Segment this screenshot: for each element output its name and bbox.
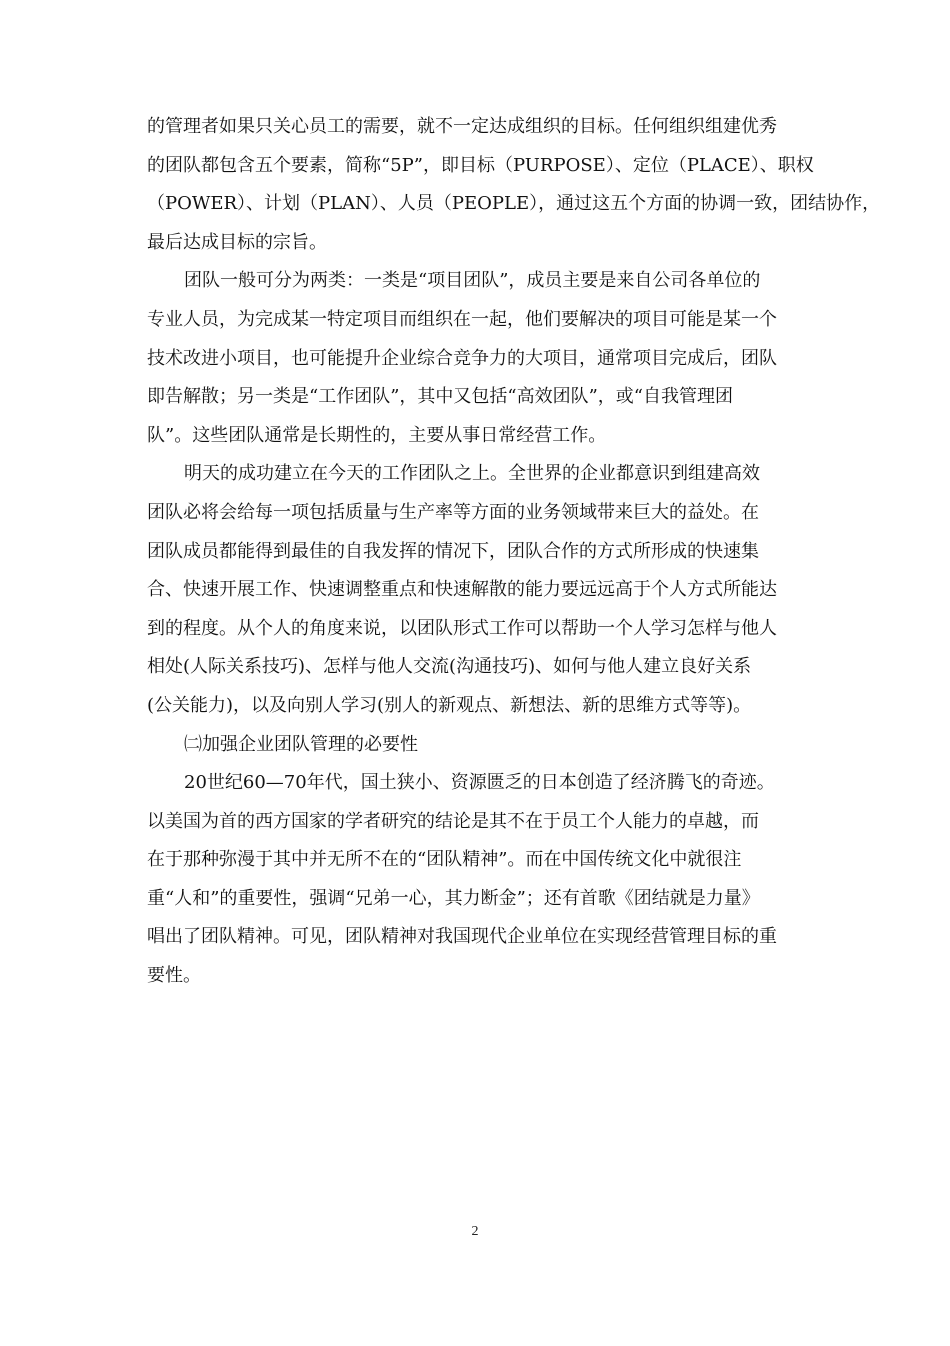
text-line: 的管理者如果只关心员工的需要，就不一定达成组织的目标。任何组织组建优秀 <box>147 116 777 137</box>
text-line: 在于那种弥漫于其中并无所不在的“团队精神”。而在中国传统文化中就很注 <box>147 849 742 871</box>
text-line: 重“人和”的重要性，强调“兄弟一心，其力断金”；还有首歌《团结就是力量》 <box>147 887 760 909</box>
text-line: 到的程度。从个人的角度来说，以团队形式工作可以帮助一个人学习怎样与他人 <box>147 617 777 639</box>
section-heading: ㈡加强企业团队管理的必要性 <box>184 733 418 755</box>
text-line: 技术改进小项目，也可能提升企业综合竞争力的大项目，通常项目完成后，团队 <box>147 347 777 369</box>
text-line: 团队必将会给每一项包括质量与生产率等方面的业务领域带来巨大的益处。在 <box>147 501 759 523</box>
text-line: 要性。 <box>147 965 201 987</box>
paragraph-first-line: 明天的成功建立在今天的工作团队之上。全世界的企业都意识到组建高效 <box>184 463 760 485</box>
text-line: （POWER）、计划（PLAN）、人员（PEOPLE），通过这五个方面的协调一致，团结协作， <box>147 193 881 215</box>
text-line: 专业人员，为完成某一特定项目而组织在一起，他们要解决的项目可能是某一个 <box>147 308 777 330</box>
paragraph-first-line: 20世纪60—70年代，国土狭小、资源匮乏的日本创造了经济腾飞的奇迹。 <box>184 772 775 794</box>
text-line: 团队成员都能得到最佳的自我发挥的情况下，团队合作的方式所形成的快速集 <box>147 540 759 562</box>
text-line: 队”。这些团队通常是长期性的，主要从事日常经营工作。 <box>147 424 607 446</box>
text-line: 以美国为首的西方国家的学者研究的结论是其不在于员工个人能力的卓越，而 <box>147 810 759 832</box>
text-line: 唱出了团队精神。可见，团队精神对我国现代企业单位在实现经营管理目标的重 <box>147 926 777 948</box>
body-text <box>147 108 881 996</box>
text-line: 即告解散；另一类是“工作团队”，其中又包括“高效团队”，或“自我管理团 <box>147 386 734 408</box>
text-line: 相处(人际关系技巧)、怎样与他人交流(沟通技巧)、如何与他人建立良好关系 <box>147 656 752 678</box>
text-line: 合、快速开展工作、快速调整重点和快速解散的能力要远远高于个人方式所能达 <box>147 579 777 601</box>
text-line: (公关能力)，以及向别人学习(别人的新观点、新想法、新的思维方式等等)。 <box>147 694 752 716</box>
text-line: 的团队都包含五个要素，简称“5P”，即目标（PURPOSE）、定位（PLACE）、职权 <box>147 154 814 176</box>
page-number: 2 <box>471 1224 479 1239</box>
paragraph-first-line: 团队一般可分为两类：一类是“项目团队”，成员主要是来自公司各单位的 <box>184 270 761 292</box>
text-line: 最后达成目标的宗旨。 <box>147 231 327 253</box>
